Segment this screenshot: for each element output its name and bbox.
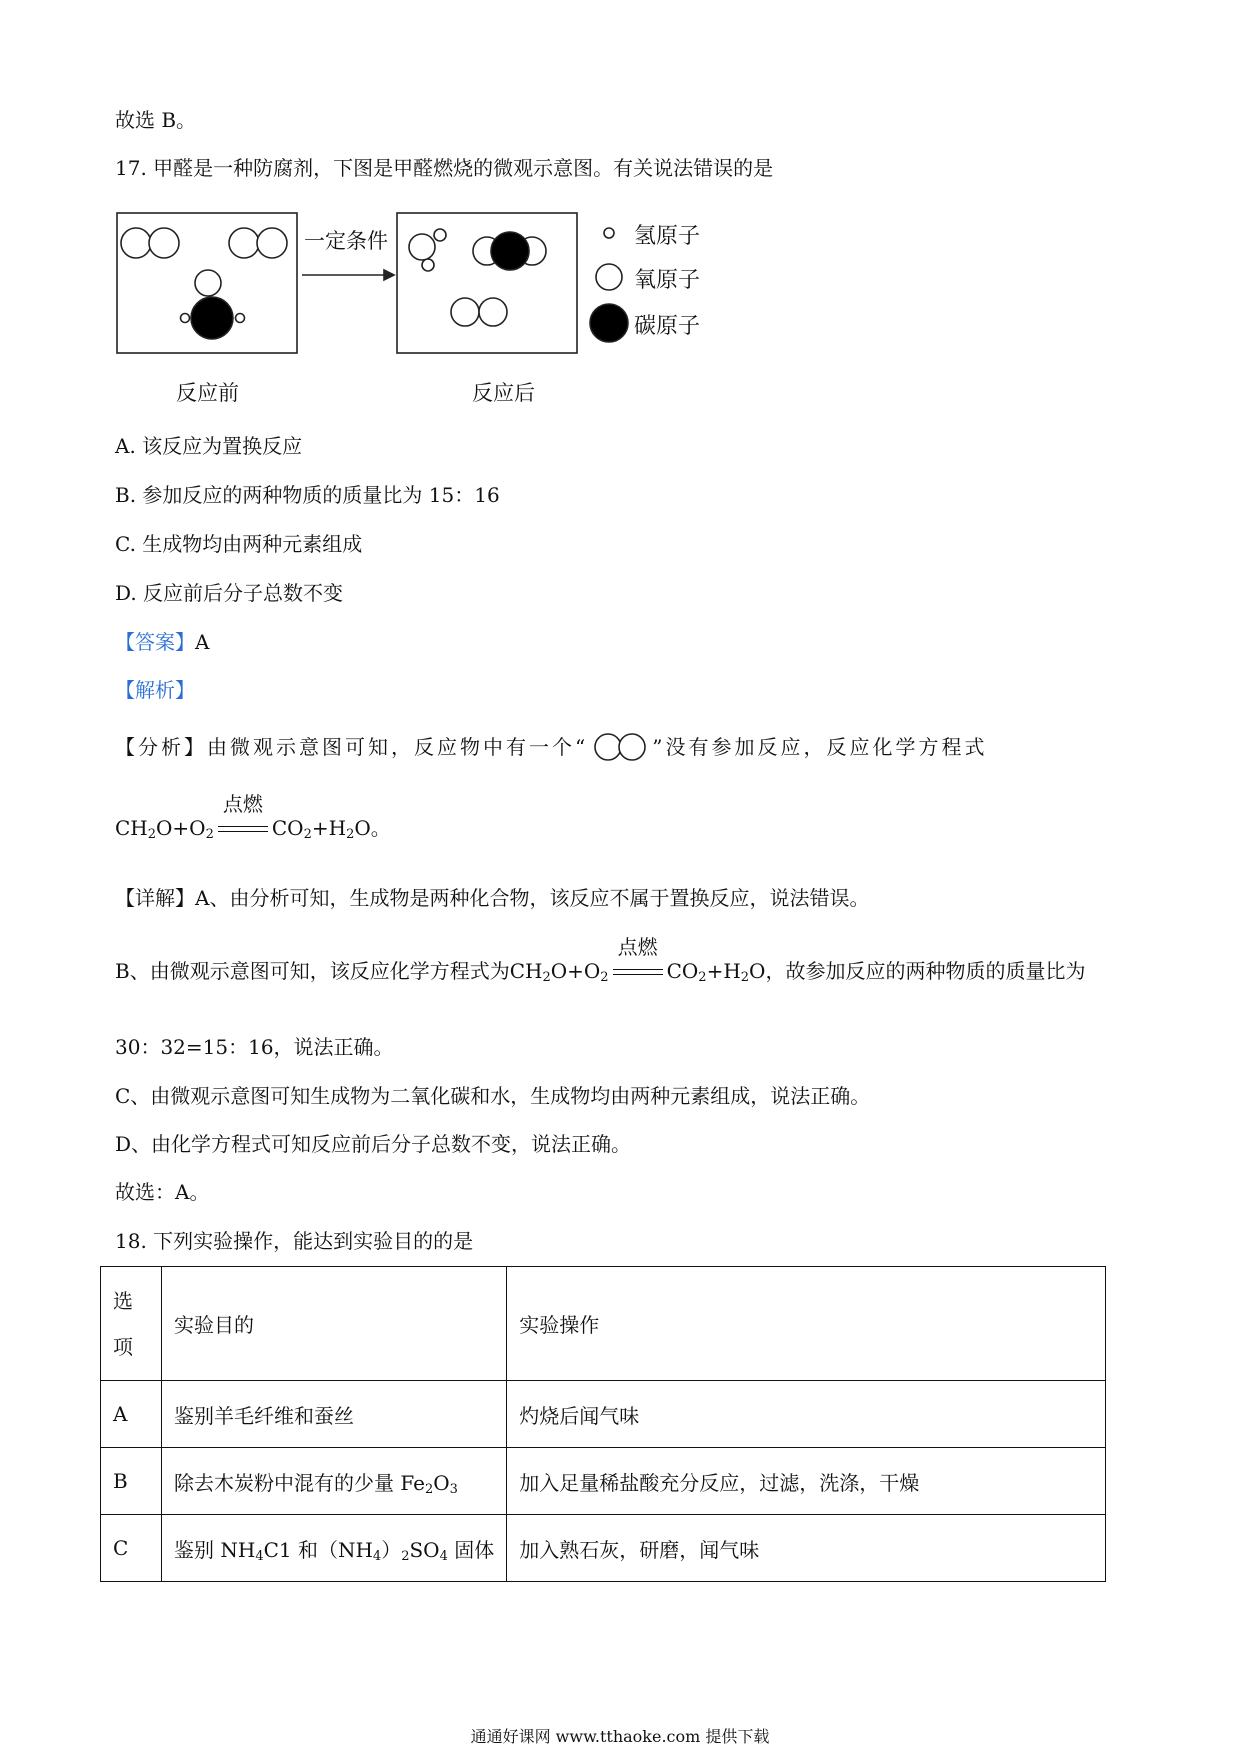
equation-condition-mark [218, 791, 268, 840]
header-operation: 实验操作 [507, 1267, 1106, 1381]
row-a-purpose: 鉴别羊毛纤维和蚕丝 [162, 1381, 507, 1448]
row-c-option: C [101, 1515, 162, 1582]
oxygen-molecule-icon [588, 732, 652, 762]
row-a-operation: 灼烧后闻气味 [507, 1381, 1106, 1448]
equation-condition: 点燃 [222, 791, 263, 816]
legend-hydrogen: 氢原子 [634, 224, 701, 249]
experiment-table [100, 1266, 1106, 1582]
caption-before: 反应前 [176, 381, 239, 405]
option-d: D. 反应前后分子总数不变 [115, 581, 344, 605]
detail-b: B、由微观示意图可知，该反应化学方程式为$CH_2O+O_2$ 点燃 $CO_2+H_2O$，故参加反应的两种物质的质量比为 [115, 934, 1086, 985]
fenxi-text-a: 【分析】由微观示意图可知，反应物中有一个“ [115, 735, 589, 759]
analysis-tag: 【解析】 [115, 678, 195, 702]
legend-oxygen: 氧原子 [634, 268, 701, 293]
row-c-purpose: 鉴别 $NH_4C1$ 和$(NH_4)_2SO_4$ 固体 [162, 1515, 507, 1582]
answer-tag: 【答案】 [115, 630, 195, 654]
equation-condition-mark-2 [613, 934, 663, 983]
option-c: C. 生成物均由两种元素组成 [115, 532, 363, 556]
fenxi-text-b: ”没有参加反应，反应化学方程式 [652, 735, 988, 759]
detail-d: D、由化学方程式可知反应前后分子总数不变，说法正确。 [115, 1132, 632, 1156]
page-footer: 通通好课网 www.tthaoke.com 提供下载 [470, 1727, 770, 1746]
row-c-operation: 加入熟石灰，研磨，闻气味 [507, 1515, 1106, 1582]
detail-a: 【详解】A、由分析可知，生成物是两种化合物，该反应不属于置换反应，说法错误。 [115, 886, 870, 910]
table-row [101, 1381, 1106, 1448]
answer-value: A [195, 630, 210, 654]
row-c-purpose-text: 鉴别 NH [174, 1537, 256, 1562]
conclusion: 故选：A。 [115, 1180, 210, 1204]
detail-b-ratio: 30：32=15：16，说法正确。 [115, 1035, 394, 1059]
legend-carbon: 碳原子 [634, 314, 701, 339]
detail-b-text-1: B、由微观示意图可知，该反应化学方程式为 [115, 959, 510, 983]
table-row [101, 1448, 1106, 1515]
previous-answer: 故选 B。 [115, 108, 197, 132]
equation-line: $CH_2O+O_2$ 点燃 $CO_2+H_2O$。 [115, 791, 391, 842]
reaction-diagram [112, 205, 732, 369]
row-b-operation: 加入足量稀盐酸充分反应，过滤，洗涤，干燥 [507, 1448, 1106, 1515]
row-b-purpose: 除去木炭粉中混有的少量 $Fe_2O_3$ [162, 1448, 507, 1515]
row-b-option: B [101, 1448, 162, 1515]
option-b: B. 参加反应的两种物质的质量比为 15：16 [115, 483, 500, 507]
table-row [101, 1515, 1106, 1582]
row-b-purpose-text: 除去木炭粉中混有的少量 Fe [174, 1470, 425, 1495]
reaction-condition: 一定条件 [304, 229, 388, 253]
caption-after: 反应后 [472, 381, 535, 405]
question-18-stem: 18. 下列实验操作，能达到实验目的的是 [115, 1229, 474, 1253]
detail-c: C、由微观示意图可知生成物为二氧化碳和水，生成物均由两种元素组成，说法正确。 [115, 1084, 871, 1108]
header-option: 选 项 [101, 1267, 162, 1381]
question-17-stem: 17. 甲醛是一种防腐剂，下图是甲醛燃烧的微观示意图。有关说法错误的是 [115, 156, 774, 180]
row-a-option: A [101, 1381, 162, 1448]
header-purpose: 实验目的 [162, 1267, 507, 1381]
equation-condition-2: 点燃 [617, 934, 658, 959]
analysis-line [115, 732, 987, 762]
detail-b-text-2: ，故参加反应的两种物质的质量比为 [765, 959, 1086, 983]
answer-line [115, 628, 209, 656]
table-header-row [101, 1267, 1106, 1381]
option-a: A. 该反应为置换反应 [115, 434, 303, 458]
